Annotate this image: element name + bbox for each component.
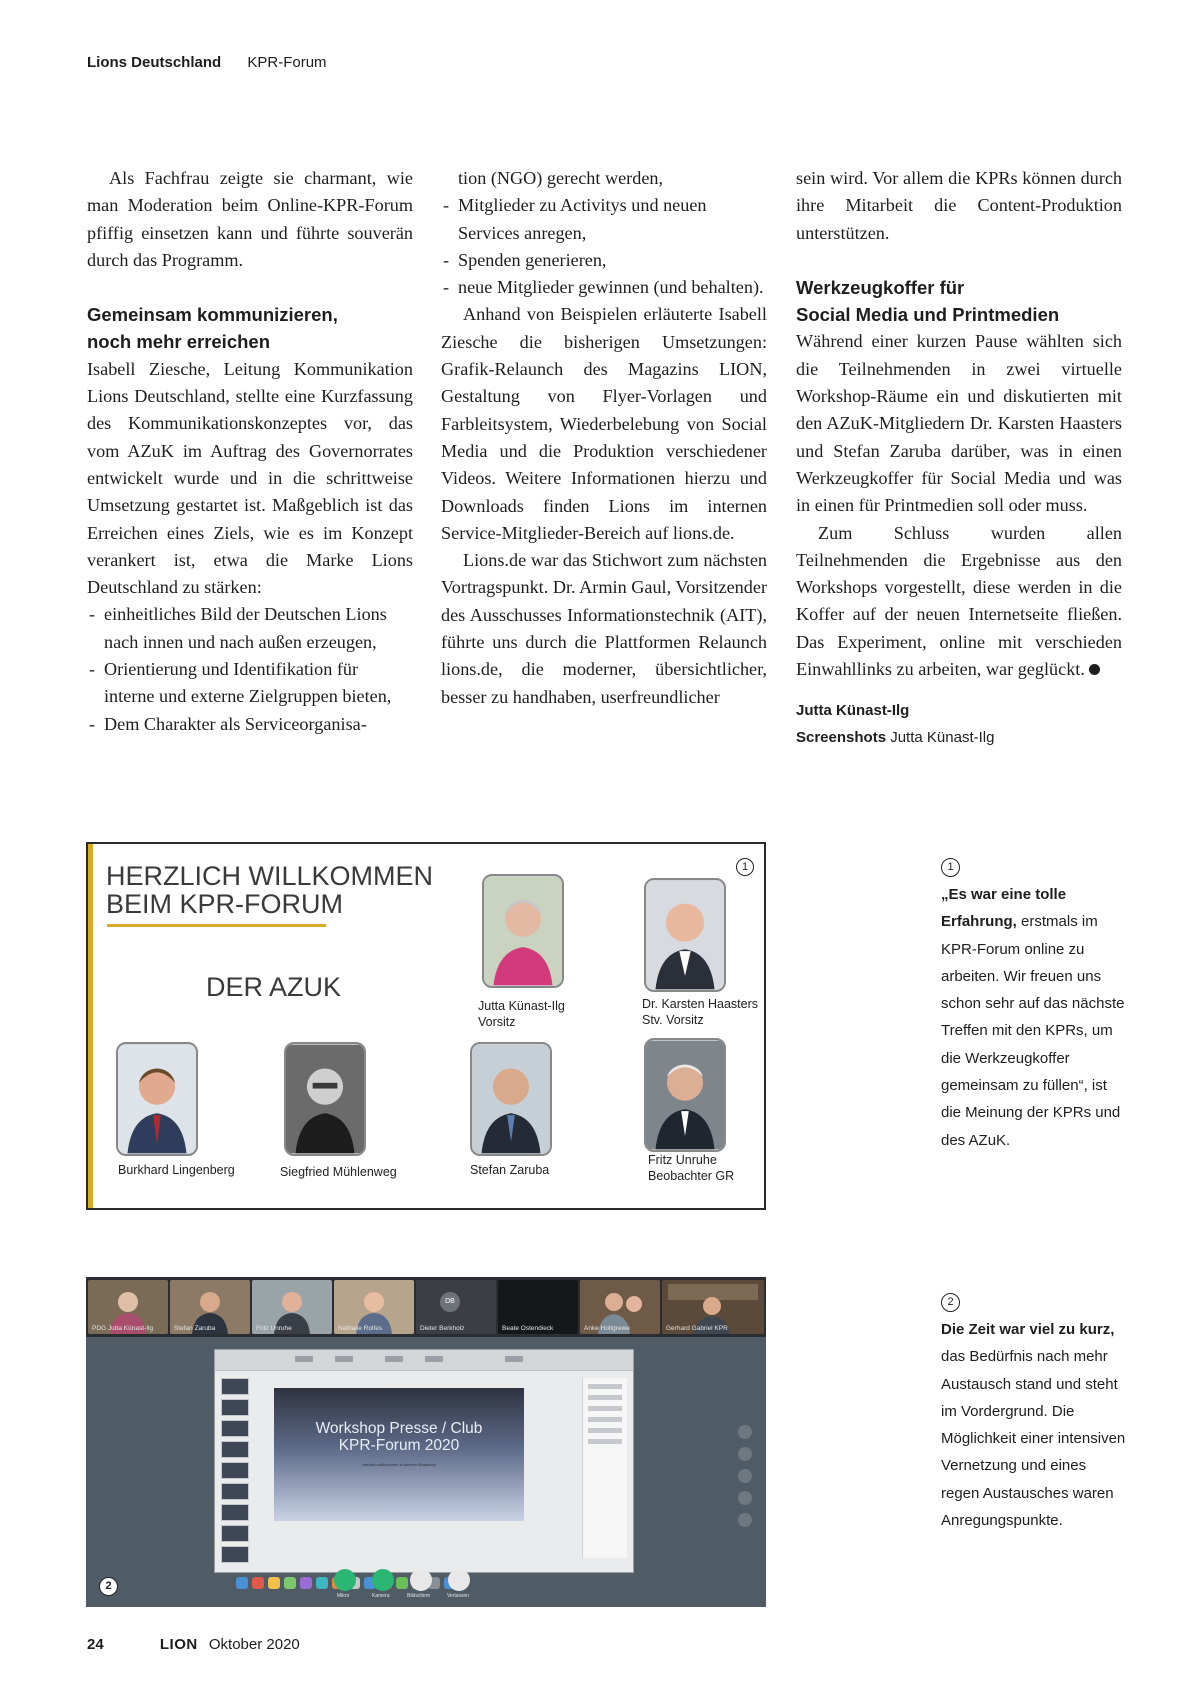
participant-tile: Nathalie Rolfes (334, 1280, 414, 1334)
participant-tile: Beate Ostendieck (498, 1280, 578, 1334)
paragraph: Während einer kurzen Pause wählten sich die Teilnehmenden in zwei virtuelle Workshop-Räume ein und diskutierten mit den AZuK-Mitgliedern Dr. Karsten Haasters und Stefan Zaruba darüber, was in einen Werkzeugkoffer für Social Media und was in einen für Printmedien soll oder muss. (796, 331, 1122, 516)
participant-tile: Stefan Zaruba (170, 1280, 250, 1334)
portrait-photo (644, 878, 726, 992)
screen-share-button (410, 1569, 432, 1591)
caption-text: erstmals im KPR-Forum online zu arbeiten. Wir freuen uns schon sehr auf das nächste Treffen mit den KPRs, um die Werkzeugkoffer gemeinsam zu füllen“, ist die Meinung der KPRs und des AZuK. (941, 913, 1125, 1149)
accent-bar (88, 844, 93, 1208)
portrait-photo (116, 1042, 198, 1156)
shared-screen (214, 1349, 634, 1573)
control-label: Verlassen (447, 1593, 469, 1599)
control-label: Kamera (372, 1593, 390, 1599)
presentation-toolbar (215, 1350, 633, 1371)
portrait-photo (644, 1038, 726, 1152)
person-caption: Fritz Unruhe Beobachter GR (648, 1153, 735, 1183)
article-column-2 (441, 165, 767, 711)
zoom-tools (738, 1425, 754, 1535)
paragraph: sein wird. Vor allem die KPRs können durch ihre Mitarbeit die Content-Produktion unterstützen. (796, 168, 1122, 243)
paragraph: Als Fachfrau zeigte sie charmant, wie man Moderation beim Online-KPR-Forum pfiffig einsetzen kann und führte souverän durch das Programm. (87, 168, 413, 270)
person-caption: Stefan Zaruba (470, 1163, 550, 1177)
list-item: - Mitglieder zu Activitys und neuen Services anregen, (441, 192, 767, 247)
video-conference-screenshot (86, 1277, 766, 1607)
participant-tile: Anke Holtgrewe (580, 1280, 660, 1334)
person-icon (646, 1040, 724, 1150)
mic-button (334, 1569, 356, 1591)
slide-title: HERZLICH WILLKOMMEN BEIM KPR-FORUM (106, 861, 434, 919)
page-footer (87, 1636, 300, 1653)
caption-1 (941, 852, 1126, 1154)
magazine-name: LION (159, 1636, 198, 1653)
caption-number: 2 (941, 1293, 960, 1312)
avatar: DB (440, 1292, 460, 1312)
subheading: Gemeinsam kommunizieren, noch mehr erreichen (87, 304, 338, 353)
list-item: - neue Mitglieder gewinnen (und behalten). (441, 274, 767, 301)
figure-number-badge: 1 (736, 858, 754, 876)
caption-text: das Bedürfnis nach mehr Austausch stand und steht im Vordergrund. Die Möglichkeit einer intensiven Vernetzung und eines regen Austausches waren Anregungspunkte. (941, 1348, 1126, 1530)
caption-lead: Die Zeit war viel zu kurz, (941, 1321, 1115, 1338)
participant-tile: Gerhard Gabriel KPR (662, 1280, 764, 1334)
portrait-photo (470, 1042, 552, 1156)
person-icon (646, 880, 724, 990)
participant-tile: Fritz Unruhe (252, 1280, 332, 1334)
figure-number-badge: 2 (99, 1577, 118, 1596)
caption-2 (941, 1287, 1126, 1534)
person-icon (484, 876, 562, 986)
caption-number: 1 (941, 858, 960, 877)
azuk-slide-screenshot (86, 842, 766, 1210)
person-caption: Jutta Künast-Ilg Vorsitz (478, 999, 565, 1029)
issue-date: Oktober 2020 (208, 1636, 300, 1653)
list-continuation: tion (NGO) gerecht werden, (458, 168, 664, 188)
subheading: Werkzeugkoffer für Social Media und Printmedien (796, 276, 1060, 326)
format-panel (582, 1378, 627, 1558)
person-icon (286, 1044, 364, 1154)
running-header (87, 54, 327, 71)
portrait-photo (482, 874, 564, 988)
person-caption: Burkhard Lingenberg (118, 1163, 235, 1177)
list-item: - einheitliches Bild der Deutschen Lions nach innen und nach außen erzeugen, (87, 601, 413, 656)
person-caption: Siegfried Mühlenweg (280, 1165, 397, 1179)
control-label: Mikro (337, 1593, 350, 1599)
slide-subtitle: DER AZUK (206, 972, 342, 1002)
paragraph: Isabell Ziesche, Leitung Kommunikation Lions Deutschland, stellte eine Kurzfassung des Kommunikationskonzeptes vor, das vom AZuK im Auftrag des Governorrates entwickelt wurde und in die schrittweise Umsetzung gestartet ist. Maßgeblich ist das Erreichen eines Ziels, wie es im Konzept verankert ist, etwa die Marke Lions Deutschland zu stärken: (87, 358, 413, 598)
participant-strip (86, 1277, 766, 1337)
caption-lead: „Es war eine tolle Erfahrung, (941, 886, 1067, 931)
paragraph: Zum Schluss wurden allen Teilnehmenden die Ergebnisse aus den Workshops vorgestellt, diese werden in die Koffer auf der neuen Internetseite fließen. Das Experiment, online mit verschieden Einwahllinks zu arbeiten, war geglückt. (796, 522, 1122, 680)
slide-thumbnails (221, 1378, 251, 1558)
portrait-photo (284, 1042, 366, 1156)
list-item: - Dem Charakter als Serviceorganisa- (87, 711, 413, 738)
list-item: - Orientierung und Identifikation für interne und externe Zielgruppen bieten, (87, 656, 413, 711)
list-item: - Spenden generieren, (441, 247, 767, 274)
slide-heading: Workshop Presse / Club KPR-Forum 2020 (315, 1420, 483, 1454)
paragraph: Lions.de war das Stichwort zum nächsten Vortragspunkt. Dr. Armin Gaul, Vorsitzender des Ausschusses Informationstechnik (AIT), führte uns durch die Plattformen Relaunch lions.de, die moderner, übersichtlicher, besser zu handhaben, userfreundlicher (441, 550, 767, 707)
person-icon (118, 1044, 196, 1154)
paragraph: Anhand von Beispielen erläuterte Isabell Ziesche die bisherigen Umsetzungen: Grafik-Relaunch des Magazins LION, Gestaltung von Flyer-Vorlagen und Farbleitsystem, Wiederbelebung von Social Media und die Produktion verschiedener Videos. Weitere Informationen hierzu und Downloads finden Lions im internen Service-Mitglieder-Bereich auf lions.de. (441, 304, 767, 543)
person-caption: Dr. Karsten Haasters Stv. Vorsitz (642, 997, 759, 1027)
bullet-list (87, 601, 413, 737)
slide-tagline: Herzlich willkommen in diesem Workshop (362, 1462, 436, 1467)
header-section: KPR-Forum (247, 54, 327, 71)
article-column-1 (87, 165, 413, 738)
participant-tile: DB Dieter Berkholz (416, 1280, 496, 1334)
participant-tile: PDG Jutta Künast-Ilg (88, 1280, 168, 1334)
leave-button (448, 1569, 470, 1591)
screenshot-credit: Screenshots Jutta Künast-Ilg (796, 729, 995, 747)
person-icon (472, 1044, 550, 1154)
article-column-3 (796, 165, 1122, 751)
bullet-list (441, 192, 767, 301)
end-mark-icon (1089, 664, 1100, 675)
author-credit: Jutta Künast-Ilg (796, 702, 910, 720)
control-label: Bildschirm (407, 1593, 431, 1599)
camera-button (372, 1569, 394, 1591)
title-underline (107, 924, 326, 927)
page-number: 24 (87, 1636, 104, 1653)
presentation-slide (274, 1388, 524, 1521)
header-brand: Lions Deutschland (87, 54, 222, 71)
